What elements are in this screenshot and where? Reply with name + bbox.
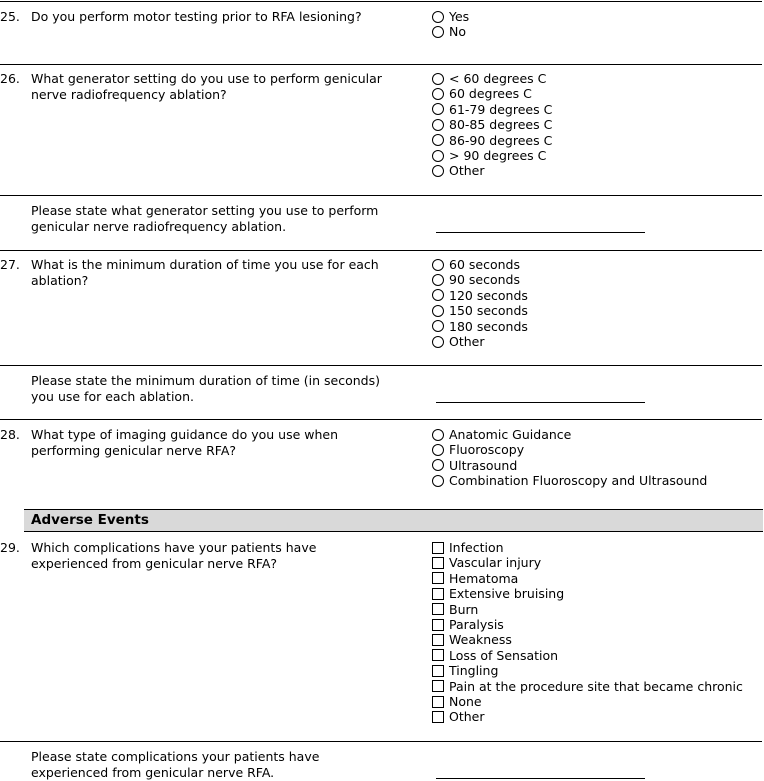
option-label: Extensive bruising <box>449 586 565 602</box>
divider <box>0 250 762 251</box>
divider <box>0 365 762 366</box>
section-header <box>24 509 763 532</box>
option-label: Infection <box>449 540 504 555</box>
question-text: Do you perform motor testing prior to RFA lesioning? <box>31 9 362 24</box>
option-label: No <box>449 24 466 40</box>
checkbox[interactable] <box>432 634 444 646</box>
option-label: 150 seconds <box>449 303 528 319</box>
text-answer-field[interactable] <box>436 402 645 403</box>
divider <box>0 419 762 420</box>
radio-button[interactable] <box>432 103 444 115</box>
question-text: What type of imaging guidance do you use when performing genicular nerve RFA? <box>31 427 339 458</box>
radio-option[interactable] <box>432 163 552 178</box>
option-label: Hematoma <box>449 570 519 586</box>
divider <box>0 195 762 196</box>
checkbox[interactable] <box>432 588 444 600</box>
checkbox[interactable] <box>432 665 444 677</box>
checkbox-option[interactable] <box>432 571 743 586</box>
radio-button[interactable] <box>432 289 444 301</box>
question-number: 27. <box>0 257 20 272</box>
checkbox-option[interactable] <box>432 540 743 555</box>
radio-button[interactable] <box>432 305 444 317</box>
radio-option[interactable] <box>432 473 707 488</box>
radio-option[interactable] <box>432 458 707 473</box>
option-label: < 60 degrees C <box>449 71 547 86</box>
radio-option[interactable] <box>432 102 552 117</box>
checkbox-option[interactable] <box>432 602 743 617</box>
option-label: None <box>449 693 482 709</box>
radio-option[interactable] <box>432 288 528 303</box>
radio-button[interactable] <box>432 444 444 456</box>
question-text: Which complications have your patients have experienced from genicular nerve RFA? <box>31 540 317 571</box>
option-label: Ultrasound <box>449 457 518 473</box>
option-label: 80-85 degrees C <box>449 117 553 133</box>
option-label: 60 degrees C <box>449 86 532 102</box>
radio-option[interactable] <box>432 319 528 334</box>
checkbox[interactable] <box>432 711 444 723</box>
question-text: What generator setting do you use to perform genicular nerve radiofrequency ablation? <box>31 71 382 102</box>
radio-button[interactable] <box>432 88 444 100</box>
section-title: Adverse Events <box>31 512 149 528</box>
option-label: Anatomic Guidance <box>449 427 572 442</box>
radio-option[interactable] <box>432 257 528 272</box>
radio-option[interactable] <box>432 9 469 24</box>
radio-button[interactable] <box>432 459 444 471</box>
checkbox[interactable] <box>432 603 444 615</box>
question-number: 29. <box>0 540 20 555</box>
option-label: Fluoroscopy <box>449 442 525 458</box>
divider <box>0 64 762 65</box>
checkbox-option[interactable] <box>432 632 743 647</box>
followup-text: Please state complications your patients have experienced from genicular nerve RFA. <box>31 749 320 780</box>
checkbox[interactable] <box>432 649 444 661</box>
checkbox-option[interactable] <box>432 709 743 724</box>
option-label: Other <box>449 333 485 349</box>
radio-option[interactable] <box>432 117 552 132</box>
option-label: Tingling <box>449 663 499 679</box>
divider <box>0 1 762 2</box>
option-label: Weakness <box>449 632 512 648</box>
radio-button[interactable] <box>432 274 444 286</box>
radio-button[interactable] <box>432 320 444 332</box>
radio-button[interactable] <box>432 429 444 441</box>
checkbox[interactable] <box>432 696 444 708</box>
option-label: Pain at the procedure site that became chronic <box>449 678 743 694</box>
radio-option[interactable] <box>432 334 528 349</box>
checkbox-option[interactable] <box>432 679 743 694</box>
option-label: Other <box>449 163 485 179</box>
checkbox[interactable] <box>432 557 444 569</box>
text-answer-field[interactable] <box>436 778 645 779</box>
checkbox-option[interactable] <box>432 617 743 632</box>
radio-option[interactable] <box>432 133 552 148</box>
option-label: 61-79 degrees C <box>449 101 553 117</box>
option-label: 60 seconds <box>449 257 520 272</box>
checkbox-group-complications <box>432 540 743 725</box>
radio-option[interactable] <box>432 442 707 457</box>
radio-button[interactable] <box>432 11 444 23</box>
radio-button[interactable] <box>432 259 444 271</box>
question-number: 25. <box>0 9 20 24</box>
radio-button[interactable] <box>432 26 444 38</box>
radio-button[interactable] <box>432 73 444 85</box>
option-label: Vascular injury <box>449 555 542 571</box>
option-label: 180 seconds <box>449 318 528 334</box>
checkbox-option[interactable] <box>432 555 743 570</box>
option-label: 120 seconds <box>449 287 528 303</box>
question-number: 28. <box>0 427 20 442</box>
divider <box>0 741 762 742</box>
radio-group-motor-testing <box>432 9 469 40</box>
option-label: Burn <box>449 601 479 617</box>
checkbox[interactable] <box>432 619 444 631</box>
option-label: Paralysis <box>449 616 504 632</box>
option-label: Loss of Sensation <box>449 647 559 663</box>
text-answer-field[interactable] <box>436 232 645 233</box>
option-label: Combination Fluoroscopy and Ultrasound <box>449 473 708 489</box>
radio-button[interactable] <box>432 150 444 162</box>
checkbox[interactable] <box>432 680 444 692</box>
option-label: Yes <box>449 9 470 24</box>
question-text: What is the minimum duration of time you use for each ablation? <box>31 257 379 288</box>
radio-button[interactable] <box>432 336 444 348</box>
option-label: Other <box>449 709 485 725</box>
option-label: > 90 degrees C <box>449 147 547 163</box>
followup-text: Please state what generator setting you use to perform genicular nerve radiofrequency ablation. <box>31 203 379 234</box>
option-label: 90 seconds <box>449 272 520 288</box>
radio-group-imaging-guidance <box>432 427 707 489</box>
checkbox-option[interactable] <box>432 663 743 678</box>
radio-option[interactable] <box>432 86 552 101</box>
radio-button[interactable] <box>432 165 444 177</box>
checkbox-option[interactable] <box>432 586 743 601</box>
radio-button[interactable] <box>432 134 444 146</box>
option-label: 86-90 degrees C <box>449 132 553 148</box>
question-number: 26. <box>0 71 20 86</box>
radio-button[interactable] <box>432 119 444 131</box>
radio-option[interactable] <box>432 71 552 86</box>
radio-button[interactable] <box>432 475 444 487</box>
followup-text: Please state the minimum duration of time (in seconds) you use for each ablation. <box>31 373 380 404</box>
checkbox-option[interactable] <box>432 694 743 709</box>
checkbox[interactable] <box>432 572 444 584</box>
radio-option[interactable] <box>432 148 552 163</box>
radio-group-generator-setting <box>432 71 552 179</box>
radio-option[interactable] <box>432 272 528 287</box>
radio-option[interactable] <box>432 24 469 39</box>
checkbox[interactable] <box>432 542 444 554</box>
radio-option[interactable] <box>432 427 707 442</box>
checkbox-option[interactable] <box>432 648 743 663</box>
radio-option[interactable] <box>432 303 528 318</box>
radio-group-ablation-duration <box>432 257 528 349</box>
